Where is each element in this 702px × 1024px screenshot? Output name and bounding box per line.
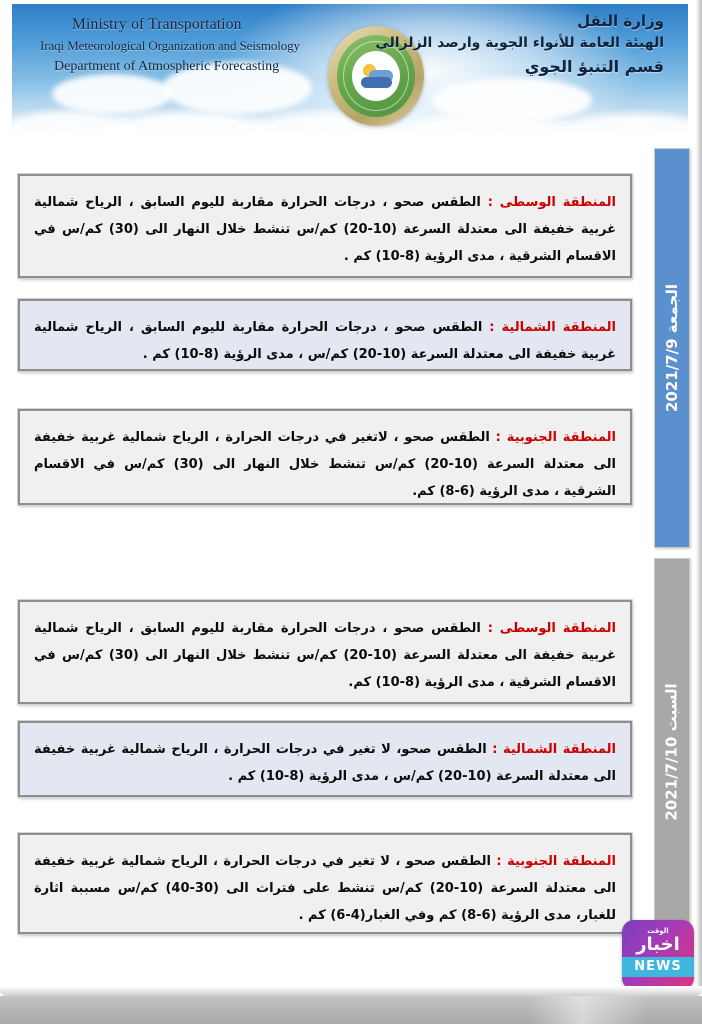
region-label: المنطقة الجنوبية bbox=[506, 430, 617, 445]
region-label: المنطقة الشمالية bbox=[501, 320, 616, 335]
region-separator: : bbox=[492, 742, 498, 757]
region-separator: : bbox=[487, 195, 493, 210]
day-bar-label: الجمعة 2021/7/9 bbox=[663, 283, 681, 413]
forecast-body-text: الطقس صحو ، درجات الحرارة مقاربة لليوم السابق ، الرياح شمالية غربية خفيفة الى معتدلة السرعة (10-20) كم/س تنشط خلال النهار الى (30) كم/س في الاقسام الشرقية ، مدى الرؤية (8-10) كم. bbox=[34, 621, 616, 690]
header-english-titles bbox=[38, 16, 328, 75]
forecast-box-day2-central bbox=[18, 600, 632, 704]
header-ministry-ar: وزارة النقل bbox=[577, 12, 664, 30]
page-footer-strip bbox=[0, 996, 702, 1024]
region-separator: : bbox=[496, 854, 502, 869]
forecast-body-text: الطقس صحو ، درجات الحرارة مقاربة لليوم السابق ، الرياح شمالية غربية خفيفة الى معتدلة السرعة (10-20) كم/س ، مدى الرؤية (8-10) كم . bbox=[34, 320, 616, 362]
watermark-news-text: NEWS bbox=[622, 957, 694, 977]
header-ministry-en: Ministry of Transportation bbox=[72, 16, 242, 33]
cloud-icon bbox=[361, 77, 392, 88]
header-department-en: Department of Atmospheric Forecasting bbox=[54, 59, 280, 74]
forecast-text-block bbox=[20, 835, 630, 941]
page-bottom-edge bbox=[0, 986, 702, 996]
region-separator: : bbox=[487, 621, 493, 636]
forecast-box-day1-southern bbox=[18, 409, 632, 505]
header-arabic-titles bbox=[364, 12, 664, 76]
region-label: المنطقة الوسطى bbox=[499, 195, 617, 210]
forecast-box-day2-northern bbox=[18, 721, 632, 797]
forecast-text-block bbox=[20, 176, 630, 282]
news-watermark-logo bbox=[622, 920, 694, 990]
day-bar-saturday bbox=[654, 558, 690, 946]
region-separator: : bbox=[495, 430, 501, 445]
header-department-ar: قسم التنبؤ الجوي bbox=[524, 57, 664, 76]
forecast-box-day1-northern bbox=[18, 299, 632, 371]
watermark-small-text: الوقت bbox=[647, 927, 669, 935]
day-bar-label: السبت 2021/7/10 bbox=[662, 683, 681, 821]
forecast-body-text: الطقس صحو ، لا تغير في درجات الحرارة ، الرياح شمالية غربية خفيفة الى معتدلة السرعة (10-20) كم/س تنشط على فترات الى (30-40) كم/س مسببة اثارة للغبار، مدى الرؤية (6-8) كم وفي الغبار(4-6) كم . bbox=[34, 854, 616, 923]
day-bar-friday bbox=[654, 148, 690, 548]
header-organization-en: Iraqi Meteorological Organization and Seismology bbox=[40, 38, 300, 53]
forecast-body-text: الطقس صحو ، درجات الحرارة مقاربة لليوم السابق ، الرياح شمالية غربية خفيفة الى معتدلة السرعة (10-20) كم/س تنشط خلال النهار الى (30) كم/س في الاقسام الشرقية ، مدى الرؤية (8-10) كم . bbox=[34, 195, 616, 264]
forecast-text-block bbox=[20, 723, 630, 802]
forecast-body-text: الطقس صحو، لا تغير في درجات الحرارة ، الرياح شمالية غربية خفيفة الى معتدلة السرعة (10-20) كم/س ، مدى الرؤية (8-10) كم . bbox=[34, 742, 616, 784]
page-right-edge bbox=[696, 0, 702, 986]
region-label: المنطقة الجنوبية bbox=[507, 854, 616, 869]
forecast-body-text: الطقس صحو ، لاتغير في درجات الحرارة ، الرياح شمالية غربية خفيفة الى معتدلة السرعة (10-20) كم/س تنشط خلال النهار الى (30) كم/س في الاقسام الشرقية ، مدى الرؤية (6-8) كم. bbox=[34, 430, 616, 499]
forecast-box-day2-southern bbox=[18, 833, 632, 934]
watermark-arabic-text: اخبار bbox=[636, 934, 680, 955]
region-label: المنطقة الشمالية bbox=[502, 742, 616, 757]
forecast-box-day1-central bbox=[18, 174, 632, 278]
region-label: المنطقة الوسطى bbox=[499, 621, 617, 636]
document-header-banner bbox=[12, 4, 688, 134]
region-separator: : bbox=[489, 320, 495, 335]
forecast-text-block bbox=[20, 301, 630, 380]
forecast-text-block bbox=[20, 602, 630, 708]
forecast-text-block bbox=[20, 411, 630, 517]
header-organization-ar: الهيئة العامة للأنواء الجوية وارصد الزلزالي bbox=[375, 35, 664, 51]
